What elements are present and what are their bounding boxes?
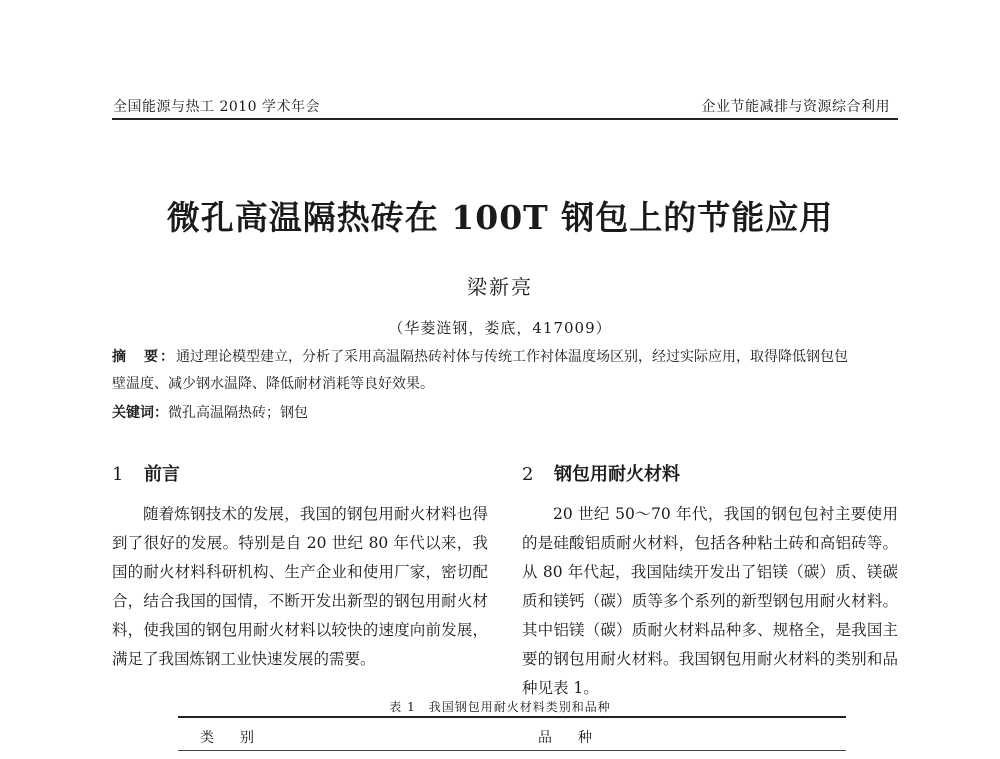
section-2-heading: [522, 460, 680, 486]
table-top-rule: [178, 716, 846, 718]
abstract: [112, 344, 850, 398]
abstract-text: 通过理论模型建立，分析了采用高温隔热砖衬体与传统工作衬体温度场区别，经过实际应用，取得降低钢包包壁温度、减少钢水温降、降低耐材消耗等良好效果。: [112, 349, 848, 392]
section-2-paragraph: 20 世纪 50～70 年代，我国的钢包包衬主要使用的是硅酸铝质耐火材料，包括各种粘土砖和高铝砖等。从 80 年代起，我国陆续开发出了铝镁（碳）质、镁碳质和镁钙（碳）质等多个系列的新型钢包用耐火材料。其中铝镁（碳）质耐火材料品种多、规格全，是我国主要的钢包用耐火材料。我国钢包用耐火材料的类别和品种见表 1。: [522, 505, 898, 697]
header-divider: [112, 118, 898, 120]
section-1-number: 1: [112, 464, 124, 485]
section-2-body: [522, 500, 898, 703]
section-1-paragraph: 随着炼钢技术的发展，我国的钢包用耐火材料也得到了很好的发展。特别是自 20 世纪 80 年代以来，我国的耐火材料科研机构、生产企业和使用厂家，密切配合，结合我国的国情，不断开发出新型的钢包用耐火材料，使我国的钢包用耐火材料以较快的速度向前发展，满足了我国炼钢工业快速发展的需要。: [112, 505, 488, 668]
keywords-text: 微孔高温隔热砖；钢包: [168, 405, 308, 421]
section-1-title: 前言: [144, 464, 180, 485]
author-affiliation: （华菱涟钢，娄底，417009）: [388, 319, 612, 337]
keywords: [112, 402, 308, 422]
table-header-rule: [178, 750, 846, 751]
section-2-number: 2: [522, 464, 534, 485]
abstract-label: 摘 要：: [112, 349, 176, 365]
section-1-heading: [112, 460, 180, 486]
section-2-title: 钢包用耐火材料: [554, 464, 680, 485]
table-header-category: 类 别: [200, 730, 260, 746]
running-header-right: 企业节能减排与资源综合利用: [701, 99, 890, 115]
section-1-body: [112, 500, 488, 674]
table-header-variety: 品 种: [538, 730, 598, 746]
table-caption: 表 1 我国钢包用耐火材料类别和品种: [389, 700, 611, 714]
keywords-label: 关键词：: [112, 405, 168, 421]
paper-title: 微孔高温隔热砖在 100T 钢包上的节能应用: [166, 198, 834, 237]
running-header-left: 全国能源与热工 2010 学术年会: [113, 99, 321, 115]
author-name: 梁新亮: [467, 275, 533, 299]
